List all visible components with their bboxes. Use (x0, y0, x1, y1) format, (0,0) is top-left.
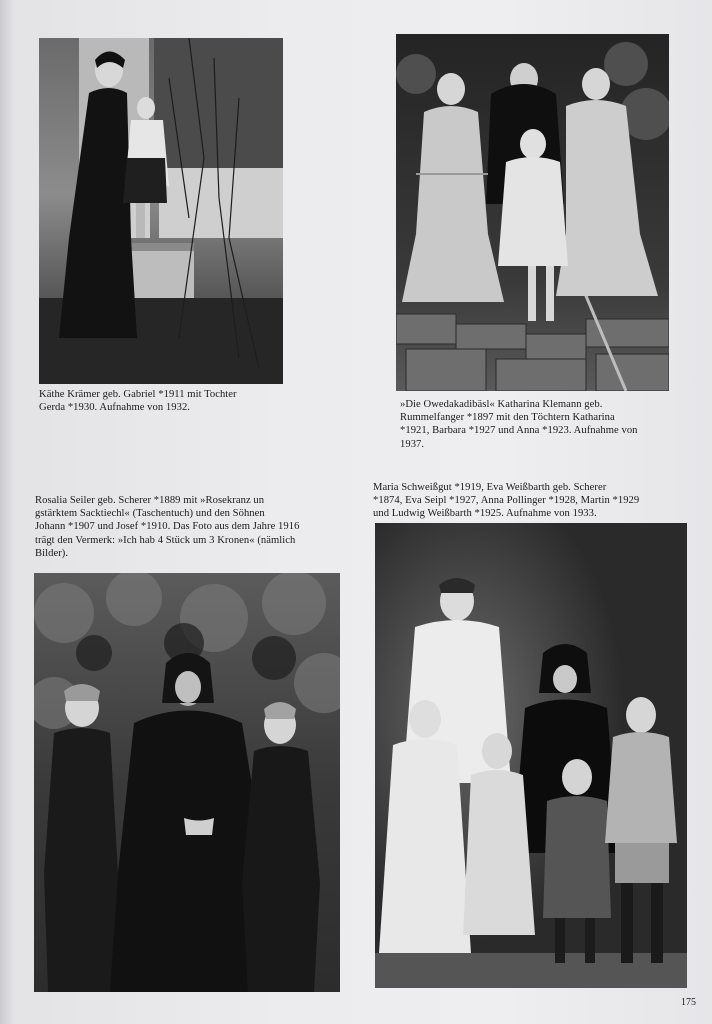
caption-photo-2: »Die Owedakadibäsl« Katharina Klemann geb. Rummelfanger *1897 mit den Töchtern Katharina *1921, Barbara *1927 und Anna *1923. Aufnahme von 1937. (400, 399, 638, 450)
photo-klemann-daughters-1937 (396, 34, 669, 391)
spine-shadow (0, 0, 14, 1024)
caption-photo-1: Käthe Krämer geb. Gabriel *1911 mit Tochter Gerda *1930. Aufnahme von 1932. (39, 389, 237, 414)
photo-weissbarth-family-1933 (375, 523, 687, 988)
page-number: 175 (681, 997, 696, 1008)
photo-seiler-sons-1916 (34, 573, 340, 992)
caption-photo-3: Rosalia Seiler geb. Scherer *1889 mit »Rosekranz un gstärktem Sacktiechl« (Taschentuch) und den Söhnen Johann *1907 und Josef *1910. Das Foto aus dem Jahre 1916 trägt den Vermerk: »Ich hab 4 Stück um 3 Kronen« (nämlich Bilder). (35, 495, 300, 559)
photo-mother-daughter-1932 (39, 38, 283, 384)
caption-photo-4: Maria Schweißgut *1919, Eva Weißbarth geb. Scherer *1874, Eva Seipl *1927, Anna Pollinger *1928, Martin *1929 und Ludwig Weißbarth *1925. Aufnahme von 1933. (373, 482, 640, 520)
